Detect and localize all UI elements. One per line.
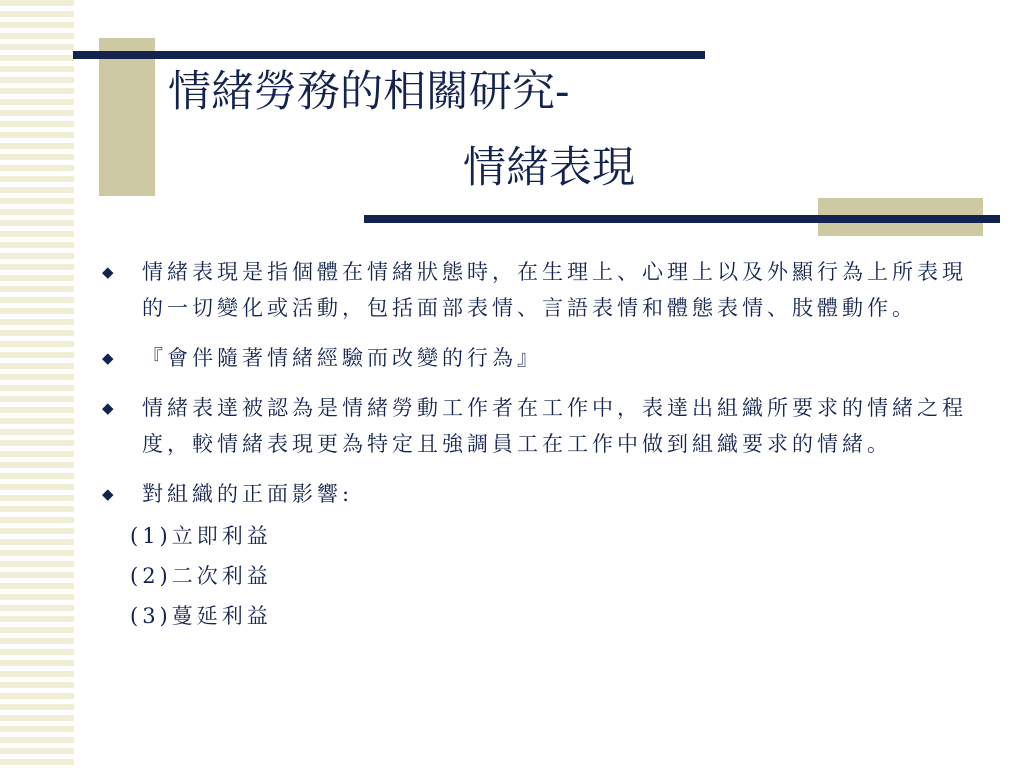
diamond-bullet-icon: ◆: [102, 485, 114, 503]
sub-list-item: (1)立即利益: [130, 524, 272, 548]
bullet-text: 對組織的正面影響:: [142, 482, 354, 506]
decorative-tan-block-left: [99, 38, 155, 196]
diamond-bullet-icon: ◆: [102, 349, 114, 367]
bullet-item: [100, 390, 980, 462]
slide-title: 情緒勞務的相關研究-: [168, 67, 570, 117]
bullet-text: 情緒表達被認為是情緒勞動工作者在工作中，表達出組織所要求的情緒之程度，較情緒表現更為特定且強調員工在工作中做到組織要求的情緒。: [142, 396, 967, 456]
slide-body: [100, 254, 980, 636]
bullet-text: 『會伴隨著情緒經驗而改變的行為』: [142, 346, 542, 370]
decorative-line-bottom: [364, 215, 1000, 223]
slide-subtitle: 情緒表現: [463, 143, 635, 193]
diamond-bullet-icon: ◆: [102, 399, 114, 417]
sub-list-item: (3)蔓延利益: [130, 604, 272, 628]
bullet-item: [100, 476, 980, 512]
bullet-item: [100, 254, 980, 326]
bullet-text: 情緒表現是指個體在情緒狀態時，在生理上、心理上以及外顯行為上所表現的一切變化或活動，包括面部表情、言語表情和體態表情、肢體動作。: [142, 260, 967, 320]
bullet-item: [100, 340, 980, 376]
decorative-line-top: [73, 51, 705, 59]
decorative-stripe-band: [0, 0, 74, 768]
diamond-bullet-icon: ◆: [102, 263, 114, 281]
sub-list-item: (2)二次利益: [130, 564, 272, 588]
